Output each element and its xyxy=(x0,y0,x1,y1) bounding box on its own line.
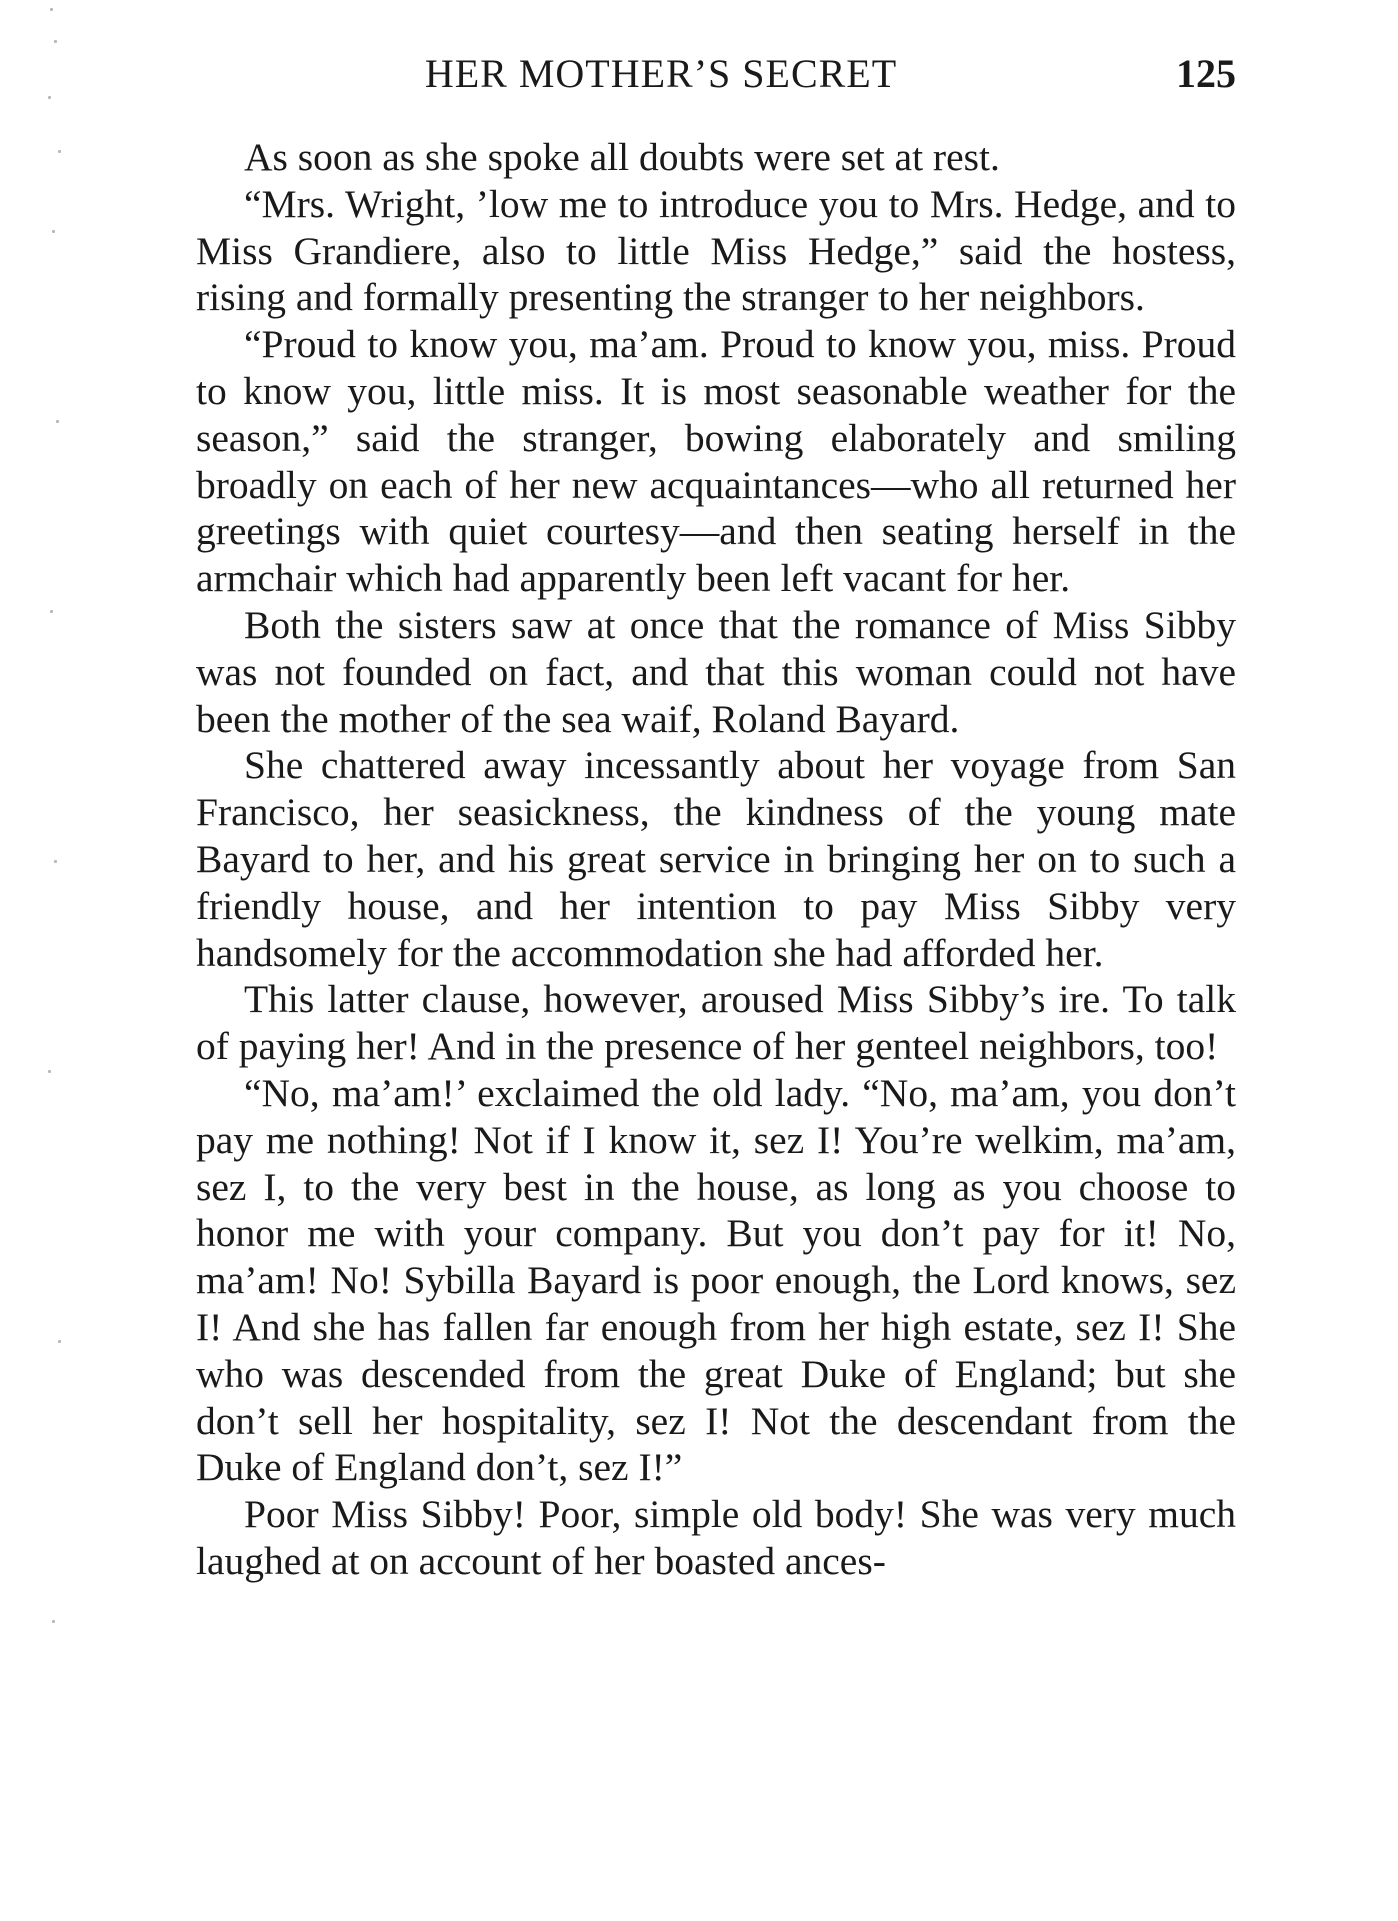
paragraph: “No, ma’am!’ exclaimed the old lady. “No, ma’am, you don’t pay me nothing! Not if I know it, sez I! You’re welkim, ma’am, sez I, to the very best in the house, as long as you choose to honor me with your company. But you don’t pay for it! No, ma’am! No! Sybilla Bayard is poor enough, the Lord knows, sez I! And she has fallen far enough from her high estate, sez I! She who was descended from the great Duke of England; but she don’t sell her hospitality, sez I! Not the descendant from the Duke of England don’t, sez I!” xyxy=(196,1070,1236,1490)
paragraph: Poor Miss Sibby! Poor, simple old body! She was very much laughed at on account of her boasted ances- xyxy=(196,1492,1236,1583)
paragraph: As soon as she spoke all doubts were set at rest. xyxy=(244,135,1000,179)
page-number: 125 xyxy=(1176,51,1236,96)
paragraph: “Mrs. Wright, ’low me to introduce you to Mrs. Hedge, and to Miss Grandiere, also to little Miss Hedge,” said the hostess, rising and formally presenting the stranger to her neighbors. xyxy=(196,181,1236,320)
paragraph: This latter clause, however, aroused Miss Sibby’s ire. To talk of paying her! And in the presence of her genteel neighbors, too! xyxy=(196,977,1236,1069)
binding-gutter xyxy=(28,0,68,1921)
running-title: HER MOTHER’S SECRET xyxy=(424,51,898,96)
paragraph: Both the sisters saw at once that the romance of Miss Sibby was not founded on fact, and that this woman could not have been the mother of the sea waif, Roland Bayard. xyxy=(196,602,1236,741)
page-header xyxy=(196,46,1236,106)
paragraph: “Proud to know you, ma’am. Proud to know you, miss. Proud to know you, little miss. It is most seasonable weather for the season,” said the stranger, bowing elaborately and smiling broadly on each of her new acquaintances—who all returned her greetings with quiet courtesy—and then seating herself in the armchair which had apparently been left vacant for her. xyxy=(196,322,1236,601)
paragraph: She chattered away incessantly about her voyage from San Francisco, her seasickness, the kindness of the young mate Bayard to her, and his great service in bringing her on to such a friendly house, and her intention to pay Miss Sibby very handsomely for the accommodation she had afforded her. xyxy=(196,743,1236,975)
body-text xyxy=(196,134,1236,1585)
